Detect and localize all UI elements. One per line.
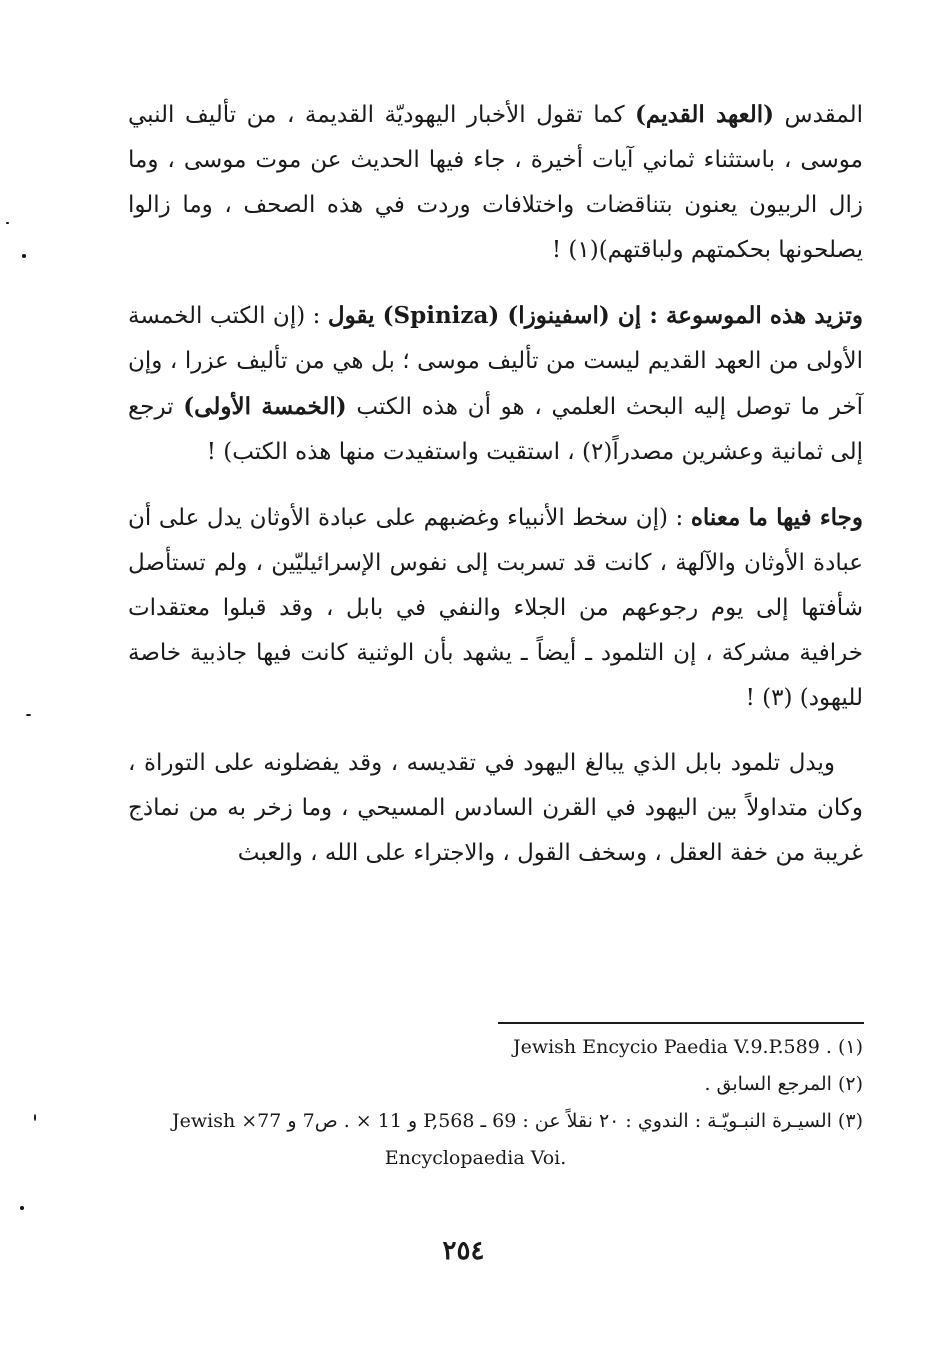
- paragraph-1: [128, 92, 863, 273]
- body-text: [128, 92, 863, 876]
- text-segment: المقدس: [774, 102, 863, 128]
- footnote-separator: [498, 1022, 864, 1024]
- text-segment: كما تقول الأخبار اليهوديّة القديمة ، من تأليف النبي موسى ، باستثناء ثماني آيات أخيرة ، جاء فيها الحديث عن موت موسى ، وما زال الربيون يعنون بتناقضات واختلافات وردت في هذه الصحف ، وما زالوا يصلحونها بحكمتهم ولباقتهم)(١) !: [128, 102, 863, 263]
- bold-text-segment: وتزيد هذه الموسوعة : إن (اسفينوزا) (Spiniza) يقول: [327, 302, 863, 329]
- text-segment: ويدل تلمود بابل الذي يبالغ اليهود في تقديسه ، وقد يفضلونه على التوراة ، وكان متداولاً بين اليهود في القرن السادس المسيحي ، وما زخر به من نماذج غريبة من خفة العقل ، وسخف القول ، والاجتراء على الله ، والعبث: [128, 750, 863, 866]
- text-segment: : (إن الكتب الخمسة الأولى من العهد القديم ليست من تأليف موسى ؛ بل هي من تأليف عزرا ، وإن آخر ما توصل إليه البحث العلمي ، هو أن هذه الكتب: [128, 303, 863, 420]
- page-number: ٢٥٤: [442, 1236, 485, 1266]
- scan-speck: [22, 254, 26, 258]
- paragraph-4: [128, 741, 863, 876]
- footnotes: [128, 1030, 863, 1175]
- bold-text-segment: (العهد القديم): [635, 101, 774, 128]
- footnote-1-marker: (١): [837, 1036, 863, 1058]
- scan-speck: [20, 1206, 24, 1210]
- paragraph-2: [128, 293, 863, 475]
- footnote-2: (٢) المرجع السابق .: [704, 1073, 863, 1095]
- text-segment: ترجع إلى ثمانية وعشرين مصدراً(٢) ، استقيت واستفيدت منها هذه الكتب) !: [128, 394, 863, 465]
- footnote-3: (٣) السيـرة النبـويّـة : الندوي : ٢٠ نقلاً عن : 69 ـ P,568 و 11 × . ص7 و 77× Jewish: [172, 1110, 863, 1132]
- scan-speck: [34, 1114, 36, 1121]
- text-segment: : (إن سخط الأنبياء وغضبهم على عبادة الأوثان يدل على أن عبادة الأوثان والآلهة ، كانت قد تسربت إلى نفوس الإسرائيليّين ، ولم تستأصل شأفتها إلى يوم رجوعهم من الجلاء والنفي في بابل ، وقد قبلوا معتقدات خرافية مشركة ، إن التلمود ـ أيضاً ـ يشهد بأن الوثنية كانت فيها جاذبية خاصة لليهود) (٣) !: [128, 505, 863, 711]
- scan-speck: [26, 714, 31, 716]
- footnote-1: [128, 1030, 863, 1064]
- bold-text-segment: (الخمسة الأولى): [183, 393, 347, 420]
- paragraph-3: [128, 495, 863, 721]
- bold-text-segment: وجاء فيها ما معناه: [690, 504, 863, 531]
- footnote-1-text: Jewish Encycio Paedia V.9.P.589 .: [512, 1036, 832, 1058]
- scan-speck: [6, 222, 9, 224]
- footnote-3-continuation: Encyclopaedia Voi.: [384, 1147, 567, 1169]
